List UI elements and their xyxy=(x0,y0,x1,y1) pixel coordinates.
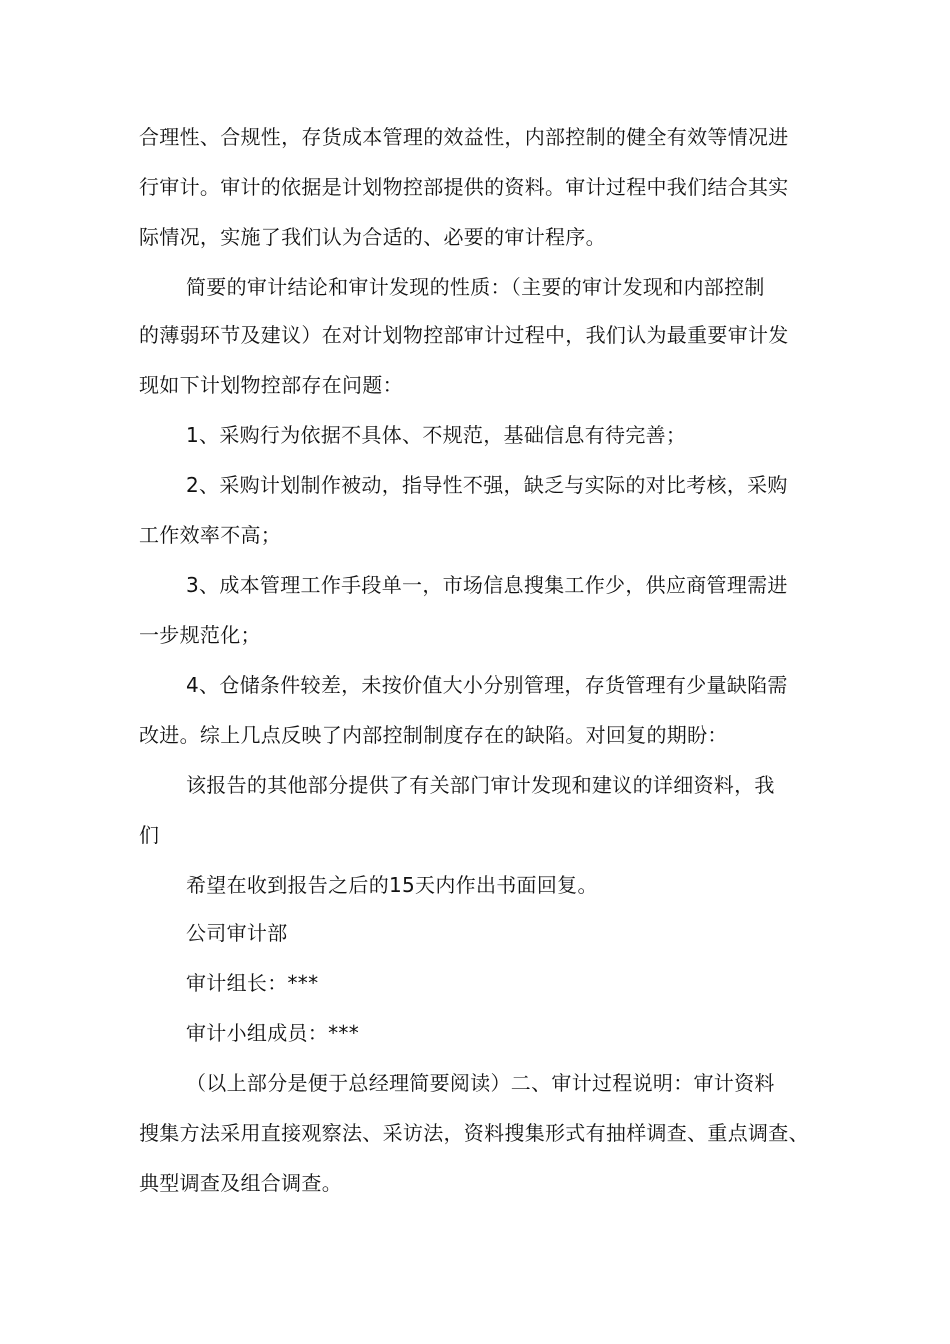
text-line-16: 希望在收到报告之后的15天内作出书面回复。 xyxy=(186,873,598,897)
text-line-5: 的薄弱环节及建议）在对计划物控部审计过程中，我们认为最重要审计发 xyxy=(139,323,789,347)
list-item-2-cont: 工作效率不高； xyxy=(139,523,282,547)
text-line-4: 简要的审计结论和审计发现的性质：（主要的审计发现和内部控制 xyxy=(186,275,765,299)
text-line-6: 现如下计划物控部存在问题： xyxy=(139,373,403,397)
signature-members: 审计小组成员：*** xyxy=(186,1021,359,1045)
list-item-3-cont: 一步规范化； xyxy=(139,623,261,647)
text-line-2: 行审计。审计的依据是计划物控部提供的资料。审计过程中我们结合其实 xyxy=(139,175,789,199)
list-item-3: 3、成本管理工作手段单一，市场信息搜集工作少，供应商管理需进 xyxy=(186,573,788,597)
text-line-15: 们 xyxy=(139,823,160,847)
signature-department: 公司审计部 xyxy=(186,921,288,945)
list-item-1: 1、采购行为依据不具体、不规范，基础信息有待完善； xyxy=(186,423,687,447)
list-item-2: 2、采购计划制作被动，指导性不强，缺乏与实际的对比考核，采购 xyxy=(186,473,788,497)
list-item-4: 4、仓储条件较差，未按价值大小分别管理，存货管理有少量缺陷需 xyxy=(186,673,788,697)
list-item-4-cont: 改进。综上几点反映了内部控制制度存在的缺陷。对回复的期盼： xyxy=(139,723,728,747)
text-line-21: 搜集方法采用直接观察法、采访法，资料搜集形式有抽样调查、重点调查、 xyxy=(139,1121,809,1145)
text-line-1: 合理性、合规性，存货成本管理的效益性，内部控制的健全有效等情况进 xyxy=(139,125,789,149)
text-line-20: （以上部分是便于总经理简要阅读）二、审计过程说明：审计资料 xyxy=(186,1071,775,1095)
text-line-14: 该报告的其他部分提供了有关部门审计发现和建议的详细资料，我 xyxy=(186,773,775,797)
text-line-3: 际情况，实施了我们认为合适的、必要的审计程序。 xyxy=(139,225,606,249)
text-line-22: 典型调查及组合调查。 xyxy=(139,1171,342,1195)
signature-leader: 审计组长：*** xyxy=(186,971,319,995)
